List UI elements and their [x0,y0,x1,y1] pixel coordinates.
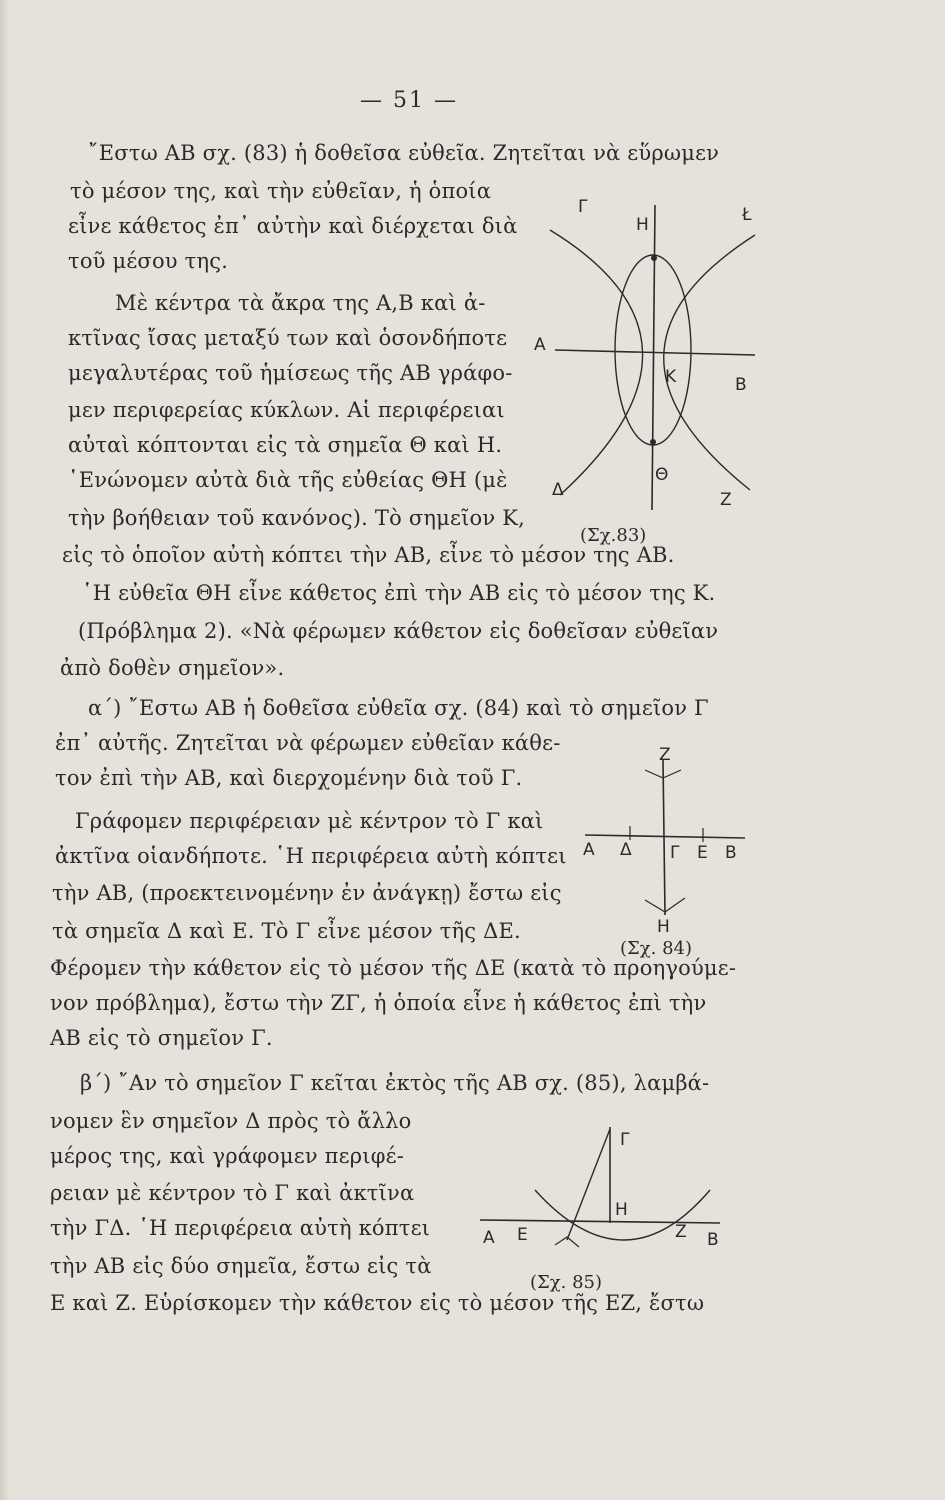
text-line: μέρος της, καὶ γράφομεν περιφέ- [50,1144,405,1168]
label-zeta: Ζ [720,490,732,510]
text-line: Γράφομεν περιφέρειαν μὲ κέντρον τὸ Γ καὶ [75,809,544,833]
text-line: Μὲ κέντρα τὰ ἄκρα της Α,Β καὶ ἀ- [115,291,486,315]
text-line: τὰ σημεῖα Δ καὶ Ε. Τὸ Γ εἶνε μέσον τῆς ΔΕ. [52,919,521,943]
label-kappa: Κ [665,367,677,387]
text-line: Ε καὶ Ζ. Εὑρίσκομεν τὴν κάθετον εἰς τὸ μέσον τῆς ΕΖ, ἔστω [50,1291,705,1315]
label-eta: Η [657,917,670,935]
page-edge-shadow [0,0,10,1500]
label-l: Ł [742,205,752,225]
text-line: εἶνε κάθετος ἐπ᾽ αὐτὴν καὶ διέρχεται διὰ [68,214,518,238]
point-h [651,255,657,261]
text-line: ῎Εστω ΑΒ σχ. (83) ἡ δοθεῖσα εὐθεῖα. Ζητεῖται νὰ εὕρωμεν [88,141,720,165]
label-gamma: Γ [620,1130,630,1150]
text-line: τὴν βοήθειαν τοῦ κανόνος). Τὸ σημεῖον Κ, [68,506,525,530]
text-line: μεν περιφερείας κύκλων. Αἱ περιφέρειαι [68,398,505,422]
text-line: τὴν ΓΔ. ῾Η περιφέρεια αὐτὴ κόπτει [50,1216,431,1240]
text-line: τὸ μέσον της, καὶ τὴν εὐθεῖαν, ἡ ὁποία [70,179,492,203]
figure-83-caption: (Σχ.83) [580,525,647,546]
label-zeta: Ζ [675,1222,687,1242]
text-line: τὴν ΑΒ εἰς δύο σημεῖα, ἔστω εἰς τὰ [50,1254,432,1278]
label-beta: Β [735,375,747,395]
label-alpha: Α [583,840,595,860]
figure-83 [520,190,770,520]
label-gamma: Γ [670,843,680,863]
figure-85 [475,1115,735,1270]
label-epsilon: Ε [697,843,708,863]
label-epsilon: Ε [517,1225,528,1245]
label-beta: Β [707,1230,719,1250]
text-line: τὴν ΑΒ, (προεκτεινομένην ἐν ἀνάγκῃ) ἔστω εἰς [52,881,562,905]
text-line: μεγαλυτέρας τοῦ ἡμίσεως τῆς ΑΒ γράφο- [68,361,513,385]
text-line: κτῖνας ἴσας μεταξύ των καὶ ὁσονδήποτε [68,326,508,350]
label-gamma: Γ [578,197,588,217]
arc-left [550,230,643,495]
label-eta: Η [636,215,649,235]
text-line: Φέρομεν τὴν κάθετον εἰς τὸ μέσον τῆς ΔΕ (κατὰ τὸ προηγούμε- [50,956,737,980]
figure-84-caption: (Σχ. 84) [620,938,693,959]
text-line: νον πρόβλημα), ἔστω τὴν ΖΓ, ἡ ὁποία εἶνε ἡ κάθετος ἐπὶ τὴν [50,991,707,1015]
text-line: ἀπὸ δοθὲν σημεῖον». [60,656,285,680]
text-line: εἰς τὸ ὁποῖον αὐτὴ κόπτει τὴν ΑΒ, εἶνε τὸ μέσον της ΑΒ. [62,543,675,567]
text-line: (Πρόβλημα 2). «Νὰ φέρωμεν κάθετον εἰς δοθεῖσαν εὐθεῖαν [78,619,719,643]
line-perpendicular [663,760,665,915]
text-line: ῾Ενώνομεν αὐτὰ διὰ τῆς εὐθείας ΘΗ (μὲ [68,468,508,492]
figure-85-caption: (Σχ. 85) [530,1272,603,1293]
text-line: ἀκτῖνα οἱανδήποτε. ῾Η περιφέρεια αὐτὴ κόπτει [55,844,567,868]
label-beta: Β [725,843,737,863]
text-line: νομεν ἓν σημεῖον Δ πρὸς τὸ ἄλλο [50,1109,412,1133]
text-line: ΑΒ εἰς τὸ σημεῖον Γ. [50,1026,273,1050]
text-line: β΄) ῎Αν τὸ σημεῖον Γ κεῖται ἐκτὸς τῆς ΑΒ σχ. (85), λαμβά- [80,1071,710,1095]
label-zeta: Ζ [659,745,671,765]
label-delta: Δ [552,480,564,500]
point-theta [650,439,656,445]
text-line: ρειαν μὲ κέντρον τὸ Γ καὶ ἀκτῖνα [50,1181,415,1205]
page-number: — 51 — [360,88,458,113]
label-theta: Θ [655,465,669,485]
label-alpha: Α [483,1228,495,1248]
figure-84 [575,740,750,935]
text-line: α΄) ῎Εστω ΑΒ ἡ δοθεῖσα εὐθεῖα σχ. (84) καὶ τὸ σημεῖον Γ [88,696,709,720]
label-eta: Η [615,1200,628,1220]
label-alpha: Α [534,335,546,355]
label-delta: Δ [620,840,632,860]
text-line: ῾Η εὐθεῖα ΘΗ εἶνε κάθετος ἐπὶ τὴν ΑΒ εἰς τὸ μέσον της Κ. [82,581,716,605]
line-ab [585,835,745,838]
text-line: τον ἐπὶ τὴν ΑΒ, καὶ διερχομένην διὰ τοῦ Γ. [55,766,523,790]
text-line: ἐπ᾽ αὐτῆς. Ζητεῖται νὰ φέρωμεν εὐθεῖαν κάθε- [55,731,561,755]
text-line: τοῦ μέσου της. [68,249,229,273]
text-line: αὐταὶ κόπτονται εἰς τὰ σημεῖα Θ καὶ Η. [68,433,503,457]
arc-right [664,235,755,490]
line-ab [555,350,755,355]
